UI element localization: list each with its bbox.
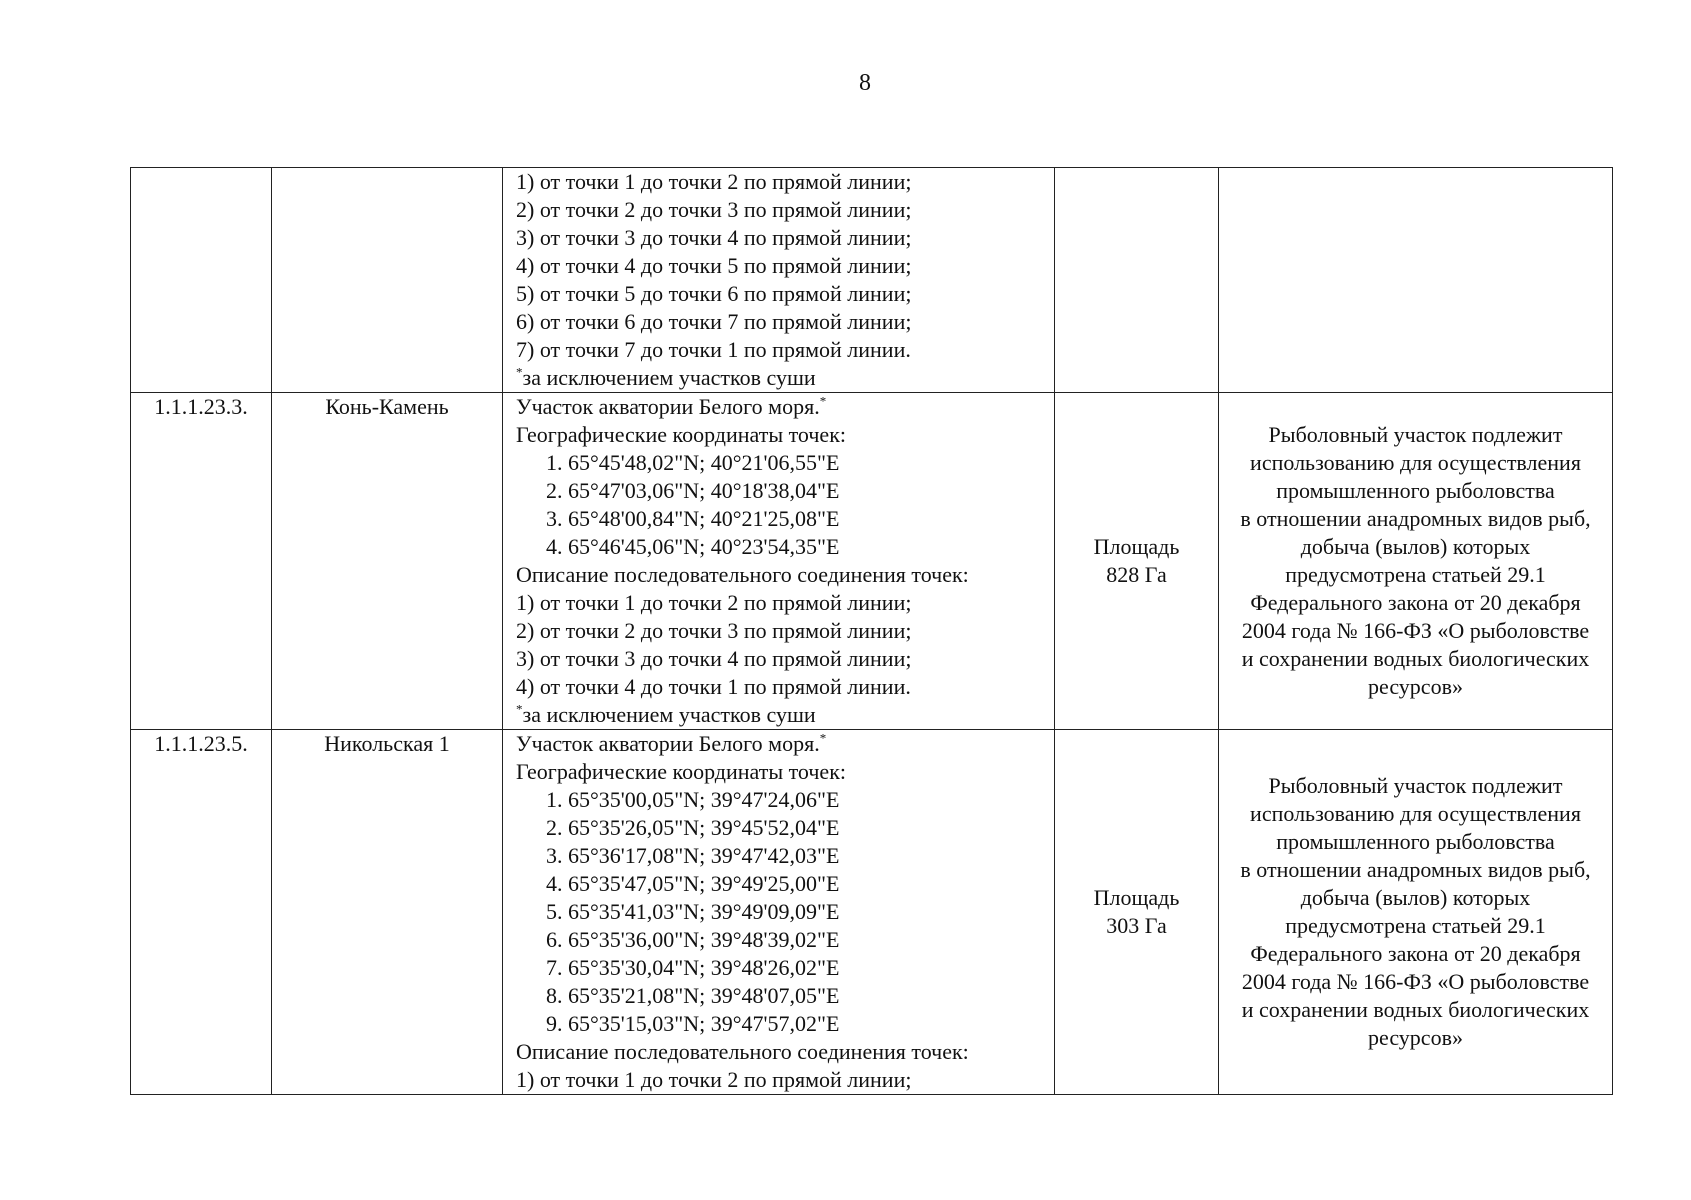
purpose-line: в отношении анадромных видов рыб, bbox=[1240, 506, 1591, 531]
footnote-marker: * bbox=[819, 730, 827, 746]
footnote-marker: * bbox=[516, 701, 523, 717]
purpose-line: Федерального закона от 20 декабря bbox=[1250, 941, 1581, 966]
table-row bbox=[131, 168, 1613, 393]
area-name: Конь-Камень bbox=[325, 394, 449, 419]
coordinate-item: 6. 65°35'36,00"N; 39°48'39,02"E bbox=[546, 927, 840, 952]
coords-header: Географические координаты точек: bbox=[516, 422, 846, 447]
row-number-cell bbox=[131, 168, 272, 393]
coordinate-item: 3. 65°48'00,84"N; 40°21'25,08"E bbox=[546, 506, 840, 531]
area-size-cell bbox=[1055, 168, 1219, 393]
coordinate-item: 1. 65°45'48,02"N; 40°21'06,55"E bbox=[546, 450, 840, 475]
connection-line: 5) от точки 5 до точки 6 по прямой линии; bbox=[516, 281, 912, 306]
page-number: 8 bbox=[859, 70, 871, 96]
area-name-cell bbox=[272, 393, 503, 730]
footnote-marker: * bbox=[819, 393, 827, 409]
coordinate-item: 8. 65°35'21,08"N; 39°48'07,05"E bbox=[546, 983, 840, 1008]
coordinate-item: 2. 65°35'26,05"N; 39°45'52,04"E bbox=[546, 815, 840, 840]
area-name-cell bbox=[272, 168, 503, 393]
purpose-line: и сохранении водных биологических bbox=[1241, 997, 1590, 1022]
area-name: Никольская 1 bbox=[324, 731, 450, 756]
connection-header: Описание последовательного соединения точек: bbox=[516, 1039, 969, 1064]
coordinate-item: 7. 65°35'30,04"N; 39°48'26,02"E bbox=[546, 955, 840, 980]
purpose-cell bbox=[1219, 393, 1613, 730]
connection-line: 1) от точки 1 до точки 2 по прямой линии; bbox=[516, 1067, 912, 1092]
area-label: Площадь bbox=[1093, 885, 1180, 910]
purpose-cell bbox=[1219, 168, 1613, 393]
area-size-cell bbox=[1055, 393, 1219, 730]
purpose-line: и сохранении водных биологических bbox=[1241, 646, 1590, 671]
coordinate-item: 9. 65°35'15,03"N; 39°47'57,02"E bbox=[546, 1011, 840, 1036]
row-number-cell bbox=[131, 730, 272, 1095]
purpose-line: 2004 года № 166-ФЗ «О рыболовстве bbox=[1241, 618, 1590, 643]
purpose-line: предусмотрена статьей 29.1 bbox=[1285, 562, 1546, 587]
purpose-line: использованию для осуществления bbox=[1250, 801, 1581, 826]
row-number: 1.1.1.23.3. bbox=[154, 394, 248, 419]
purpose-line: Рыболовный участок подлежит bbox=[1268, 773, 1563, 798]
footnote-marker: * bbox=[516, 364, 523, 380]
coordinate-item: 4. 65°46'45,06"N; 40°23'54,35"E bbox=[546, 534, 840, 559]
row-number-cell bbox=[131, 393, 272, 730]
description-title: Участок акватории Белого моря.* bbox=[516, 393, 827, 419]
connection-line: 2) от точки 2 до точки 3 по прямой линии; bbox=[516, 197, 912, 222]
purpose-line: Рыболовный участок подлежит bbox=[1268, 422, 1563, 447]
coordinate-item: 3. 65°36'17,08"N; 39°47'42,03"E bbox=[546, 843, 840, 868]
table-row bbox=[131, 393, 1613, 730]
purpose-line: ресурсов» bbox=[1368, 674, 1463, 699]
table-row bbox=[131, 730, 1613, 1095]
area-size-cell bbox=[1055, 730, 1219, 1095]
purpose-line: добыча (вылов) которых bbox=[1300, 534, 1531, 559]
coordinate-item: 1. 65°35'00,05"N; 39°47'24,06"E bbox=[546, 787, 840, 812]
purpose-line: промышленного рыболовства bbox=[1276, 478, 1555, 503]
connection-line: 4) от точки 4 до точки 1 по прямой линии. bbox=[516, 674, 911, 699]
coords-header: Географические координаты точек: bbox=[516, 759, 846, 784]
footnote-text: за исключением участков суши bbox=[522, 702, 816, 727]
connection-line: 1) от точки 1 до точки 2 по прямой линии; bbox=[516, 590, 912, 615]
purpose-line: промышленного рыболовства bbox=[1276, 829, 1555, 854]
connection-line: 6) от точки 6 до точки 7 по прямой линии; bbox=[516, 309, 912, 334]
connection-line: 3) от точки 3 до точки 4 по прямой линии; bbox=[516, 646, 912, 671]
area-value: 303 Га bbox=[1106, 913, 1167, 938]
connection-line: 4) от точки 4 до точки 5 по прямой линии; bbox=[516, 253, 912, 278]
purpose-line: предусмотрена статьей 29.1 bbox=[1285, 913, 1546, 938]
connection-line: 1) от точки 1 до точки 2 по прямой линии; bbox=[516, 169, 912, 194]
purpose-line: Федерального закона от 20 декабря bbox=[1250, 590, 1581, 615]
purpose-line: ресурсов» bbox=[1368, 1025, 1463, 1050]
purpose-line: в отношении анадромных видов рыб, bbox=[1240, 857, 1591, 882]
row-number: 1.1.1.23.5. bbox=[154, 731, 248, 756]
area-label: Площадь bbox=[1093, 534, 1180, 559]
footnote-line bbox=[516, 364, 1054, 392]
fishing-areas-table bbox=[130, 167, 1613, 1095]
description-cell bbox=[503, 730, 1055, 1095]
connection-line: 7) от точки 7 до точки 1 по прямой линии. bbox=[516, 337, 911, 362]
connection-line: 3) от точки 3 до точки 4 по прямой линии; bbox=[516, 225, 912, 250]
footnote-text: за исключением участков суши bbox=[522, 365, 816, 390]
description-title: Участок акватории Белого моря.* bbox=[516, 730, 827, 756]
connection-line: 2) от точки 2 до точки 3 по прямой линии; bbox=[516, 618, 912, 643]
connection-header: Описание последовательного соединения точек: bbox=[516, 562, 969, 587]
purpose-cell bbox=[1219, 730, 1613, 1095]
purpose-line: использованию для осуществления bbox=[1250, 450, 1581, 475]
footnote-line bbox=[516, 701, 1054, 729]
area-value: 828 Га bbox=[1106, 562, 1167, 587]
coordinate-item: 4. 65°35'47,05"N; 39°49'25,00"E bbox=[546, 871, 840, 896]
description-cell bbox=[503, 168, 1055, 393]
purpose-line: добыча (вылов) которых bbox=[1300, 885, 1531, 910]
description-cell bbox=[503, 393, 1055, 730]
coordinate-item: 5. 65°35'41,03"N; 39°49'09,09"E bbox=[546, 899, 840, 924]
coordinate-item: 2. 65°47'03,06"N; 40°18'38,04"E bbox=[546, 478, 840, 503]
purpose-line: 2004 года № 166-ФЗ «О рыболовстве bbox=[1241, 969, 1590, 994]
area-name-cell bbox=[272, 730, 503, 1095]
